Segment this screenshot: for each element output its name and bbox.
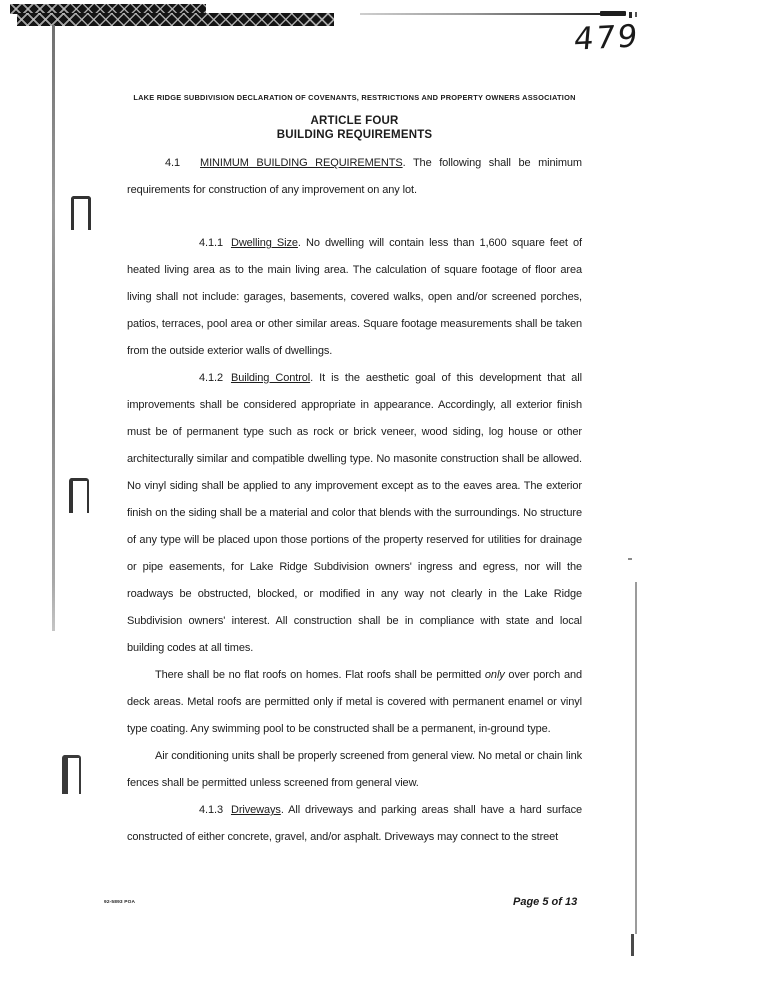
text-segment: . No dwelling will contain less than 1,600 square feet of heated living area as to the main living area. The calculation of square footage of floor area living shall not include: garages, basements, covered walks, open and/or screened porches, patios, terraces, pool area or other similar areas. Square footage measurements shall be taken from the outside exterior walls of dwellings. bbox=[127, 237, 583, 357]
staple-mark bbox=[69, 478, 89, 513]
scan-vertical-line-tick bbox=[631, 934, 634, 956]
paragraph bbox=[127, 150, 582, 204]
copier-crosshatch-band-bottom bbox=[17, 13, 334, 26]
scan-tick-mark bbox=[629, 12, 632, 18]
paragraph bbox=[127, 662, 582, 743]
handwritten-page-number: 479 bbox=[572, 18, 641, 58]
text-segment: Air conditioning units shall be properly screened from general view. No metal or chain link fences shall be permitted unless screened from general view. bbox=[127, 750, 582, 789]
footer-page-number: Page 5 of 13 bbox=[513, 896, 578, 908]
scan-vertical-line-right bbox=[635, 582, 637, 934]
paragraph bbox=[127, 365, 582, 662]
footer-reference-number: 92-5893 POA bbox=[104, 900, 136, 905]
scan-edge-line-end bbox=[600, 11, 626, 16]
text-segment: . The following shall be minimum requirements for construction of any improvement on any lot. bbox=[127, 157, 582, 196]
text-segment: There shall be no flat roofs on homes. Flat roofs shall be permitted bbox=[155, 669, 485, 681]
text-segment: only bbox=[484, 669, 505, 681]
text-segment: . It is the aesthetic goal of this development that all improvements shall be considered appropriate in appearance. Accordingly, all exterior finish must be of permanent type such as rock or brick veneer, wood siding, log house or other architecturally similar and compatible dwelling type. No masonite construction shall be allowed. No vinyl siding shall be applied to any improvement except as to the eaves area. The exterior finish on the siding shall be a material and color that blends with the surroundings. No structure of any type will be placed upon those portions of the property reserved for utilities for drainage or pipe easements, for Lake Ridge Subdivision owners' ingress and egress, nor will the roadways be obstructed, blocked, or modified in any way not clearly in the Lake Ridge Subdivision owners' interest. All construction shall be in compliance with state and local building codes at all times. bbox=[127, 372, 582, 654]
document-title: LAKE RIDGE SUBDIVISION DECLARATION OF COVENANTS, RESTRICTIONS AND PROPERTY OWNERS ASSOCIATION bbox=[133, 93, 576, 102]
scan-speck bbox=[628, 558, 632, 560]
staple-mark bbox=[71, 196, 91, 230]
article-heading-line1: ARTICLE FOUR bbox=[310, 115, 399, 127]
paragraph bbox=[127, 797, 582, 851]
paragraph bbox=[127, 743, 582, 797]
text-segment: . All driveways and parking areas shall have a hard surface constructed of either concrete, gravel, and/or asphalt. Driveways may connect to the street bbox=[127, 804, 582, 843]
article-heading-line2: BUILDING REQUIREMENTS bbox=[276, 128, 433, 141]
scan-edge-line bbox=[360, 13, 602, 15]
text-segment: Dwelling Size bbox=[230, 237, 298, 249]
text-segment: 4.1 bbox=[165, 157, 180, 169]
paragraphs bbox=[127, 150, 582, 851]
article-heading bbox=[127, 115, 582, 142]
binder-edge-line bbox=[52, 25, 55, 631]
text-segment: Building Control bbox=[230, 372, 311, 384]
text-segment: over porch and deck areas. Metal roofs are permitted only if metal is covered with permanent enamel or vinyl type coating. Any swimming pool to be constructed shall be a permanent, in-ground type. bbox=[127, 669, 582, 735]
staple-mark bbox=[62, 755, 81, 794]
paragraph bbox=[127, 230, 582, 365]
text-segment: MINIMUM BUILDING REQUIREMENTS bbox=[200, 157, 403, 169]
text-segment: 4.1.3 bbox=[199, 804, 223, 816]
text-segment: Driveways bbox=[230, 804, 281, 816]
text-segment: 4.1.1 bbox=[199, 237, 223, 249]
text-segment: 4.1.2 bbox=[199, 372, 223, 384]
scan-tick-mark bbox=[635, 12, 637, 17]
